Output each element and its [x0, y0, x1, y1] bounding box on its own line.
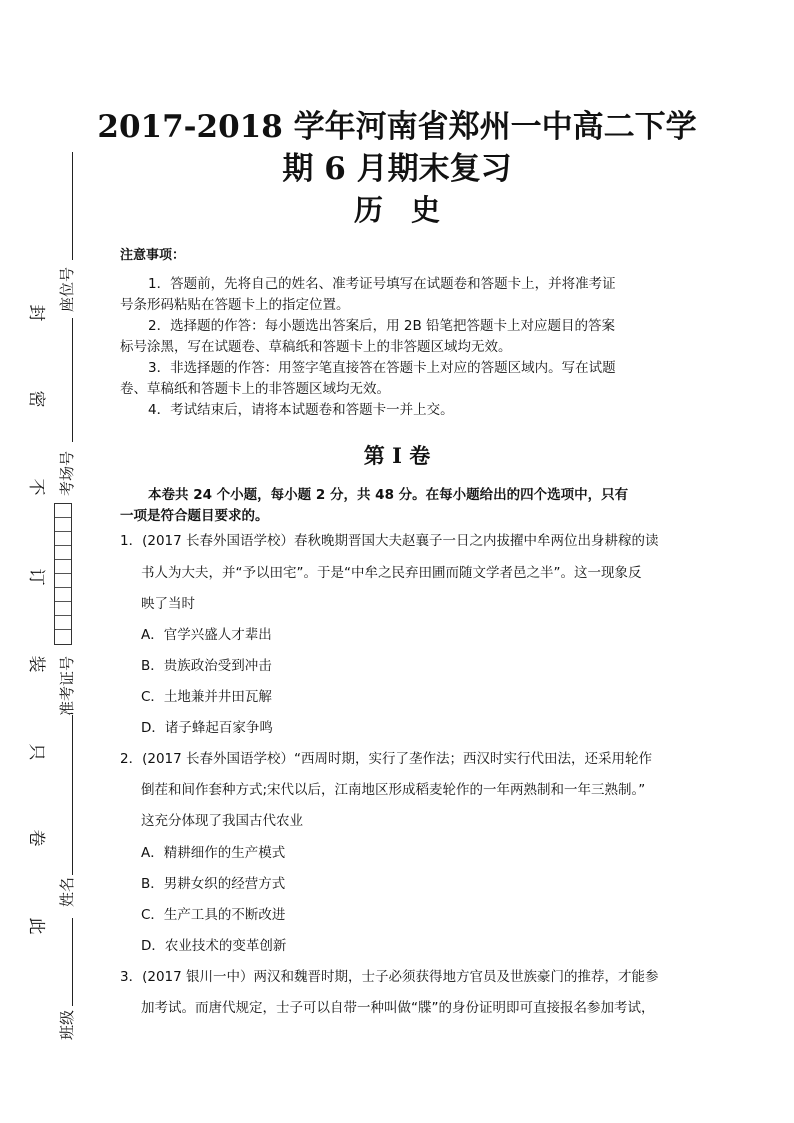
notice-line: 3．非选择题的作答：用签字笔直接答在答题卡上对应的答题区域内。写在试题 [148, 360, 616, 376]
admission-number-label: 准考证号 [58, 655, 76, 716]
option-d[interactable]: D．农业技术的变革创新 [141, 938, 287, 954]
exam-room-label: 考场号 [58, 450, 76, 496]
name-label: 姓名 [58, 876, 76, 907]
notice-heading: 注意事项： [120, 248, 186, 263]
question-stem: 2．(2017 长春外国语学校）“西周时期，实行了垄作法；西汉时实行代田法，还采用轮作 [120, 751, 652, 767]
option-c[interactable]: C．生产工具的不断改进 [141, 907, 286, 923]
section-instructions: 本卷共 24 个小题，每小题 2 分，共 48 分。在每小题给出的四个选项中，只有 [148, 487, 629, 503]
class-label: 班级 [58, 1009, 76, 1040]
question-stem: 倒茬和间作套种方式;宋代以后，江南地区形成稻麦轮作的一年两熟制和一年三熟制。” [141, 782, 646, 798]
option-a[interactable]: A．官学兴盛人才辈出 [141, 627, 272, 643]
question-stem: 书人为大夫，并“予以田宅”。于是“中牟之民弃田圃而随文学者邑之半”。这一现象反 [141, 565, 642, 581]
option-b[interactable]: B．男耕女织的经营方式 [141, 876, 286, 892]
subject-title: 历史 [353, 193, 468, 227]
exam-title-line2: 期 6 月期末复习 [282, 151, 512, 187]
option-a[interactable]: A．精耕细作的生产模式 [141, 845, 286, 861]
notice-line: 4．考试结束后，请将本试题卷和答题卡一并上交。 [148, 402, 454, 418]
seal-char-zhuang: 装 [26, 655, 46, 673]
notice-line: 1．答题前，先将自己的姓名、准考证号填写在试题卷和答题卡上，并将准考证 [148, 276, 616, 292]
seal-char-juan: 卷 [26, 829, 46, 847]
exam-number-boxes[interactable] [54, 503, 72, 645]
notice-line: 卷、草稿纸和答题卡上的非答题区域均无效。 [120, 381, 390, 397]
question-stem: 3．(2017 银川一中）两汉和魏晋时期，士子必须获得地方官员及世族豪门的推荐，才能参 [120, 969, 659, 985]
margin-line [72, 715, 73, 875]
margin-line [72, 918, 73, 1006]
part-title: 第 I 卷 [363, 443, 431, 468]
option-b[interactable]: B．贵族政治受到冲击 [141, 658, 272, 674]
seal-char-zhi: 只 [26, 743, 46, 761]
margin-line [72, 318, 73, 442]
exam-title-line1: 2017-2018 学年河南省郑州一中高二下学 [97, 109, 697, 145]
seal-char-ci: 此 [26, 917, 46, 935]
seal-char-mi: 密 [26, 390, 46, 408]
notice-line: 标号涂黑，写在试题卷、草稿纸和答题卡上的非答题区域均无效。 [120, 339, 512, 355]
notice-line: 号条形码粘贴在答题卡上的指定位置。 [120, 297, 350, 313]
question-stem: 映了当时 [141, 596, 195, 612]
seal-char-feng: 封 [26, 304, 46, 322]
section-instructions: 一项是符合题目要求的。 [120, 508, 269, 524]
seal-char-ding: 订 [26, 568, 46, 586]
question-stem: 加考试。而唐代规定，士子可以自带一种叫做“牒”的身份证明即可直接报名参加考试， [141, 1000, 655, 1016]
notice-line: 2．选择题的作答：每小题选出答案后，用 2B 铅笔把答题卡上对应题目的答案 [148, 318, 616, 334]
seal-char-bu: 不 [26, 478, 46, 496]
question-stem: 这充分体现了我国古代农业 [141, 813, 303, 829]
option-c[interactable]: C．土地兼并井田瓦解 [141, 689, 272, 705]
question-stem: 1．(2017 长春外国语学校）春秋晚期晋国大夫赵襄子一日之内拔擢中牟两位出身耕稼的读 [120, 533, 659, 549]
seat-number-label: 座位号 [58, 266, 76, 312]
option-d[interactable]: D．诸子蜂起百家争鸣 [141, 720, 273, 736]
